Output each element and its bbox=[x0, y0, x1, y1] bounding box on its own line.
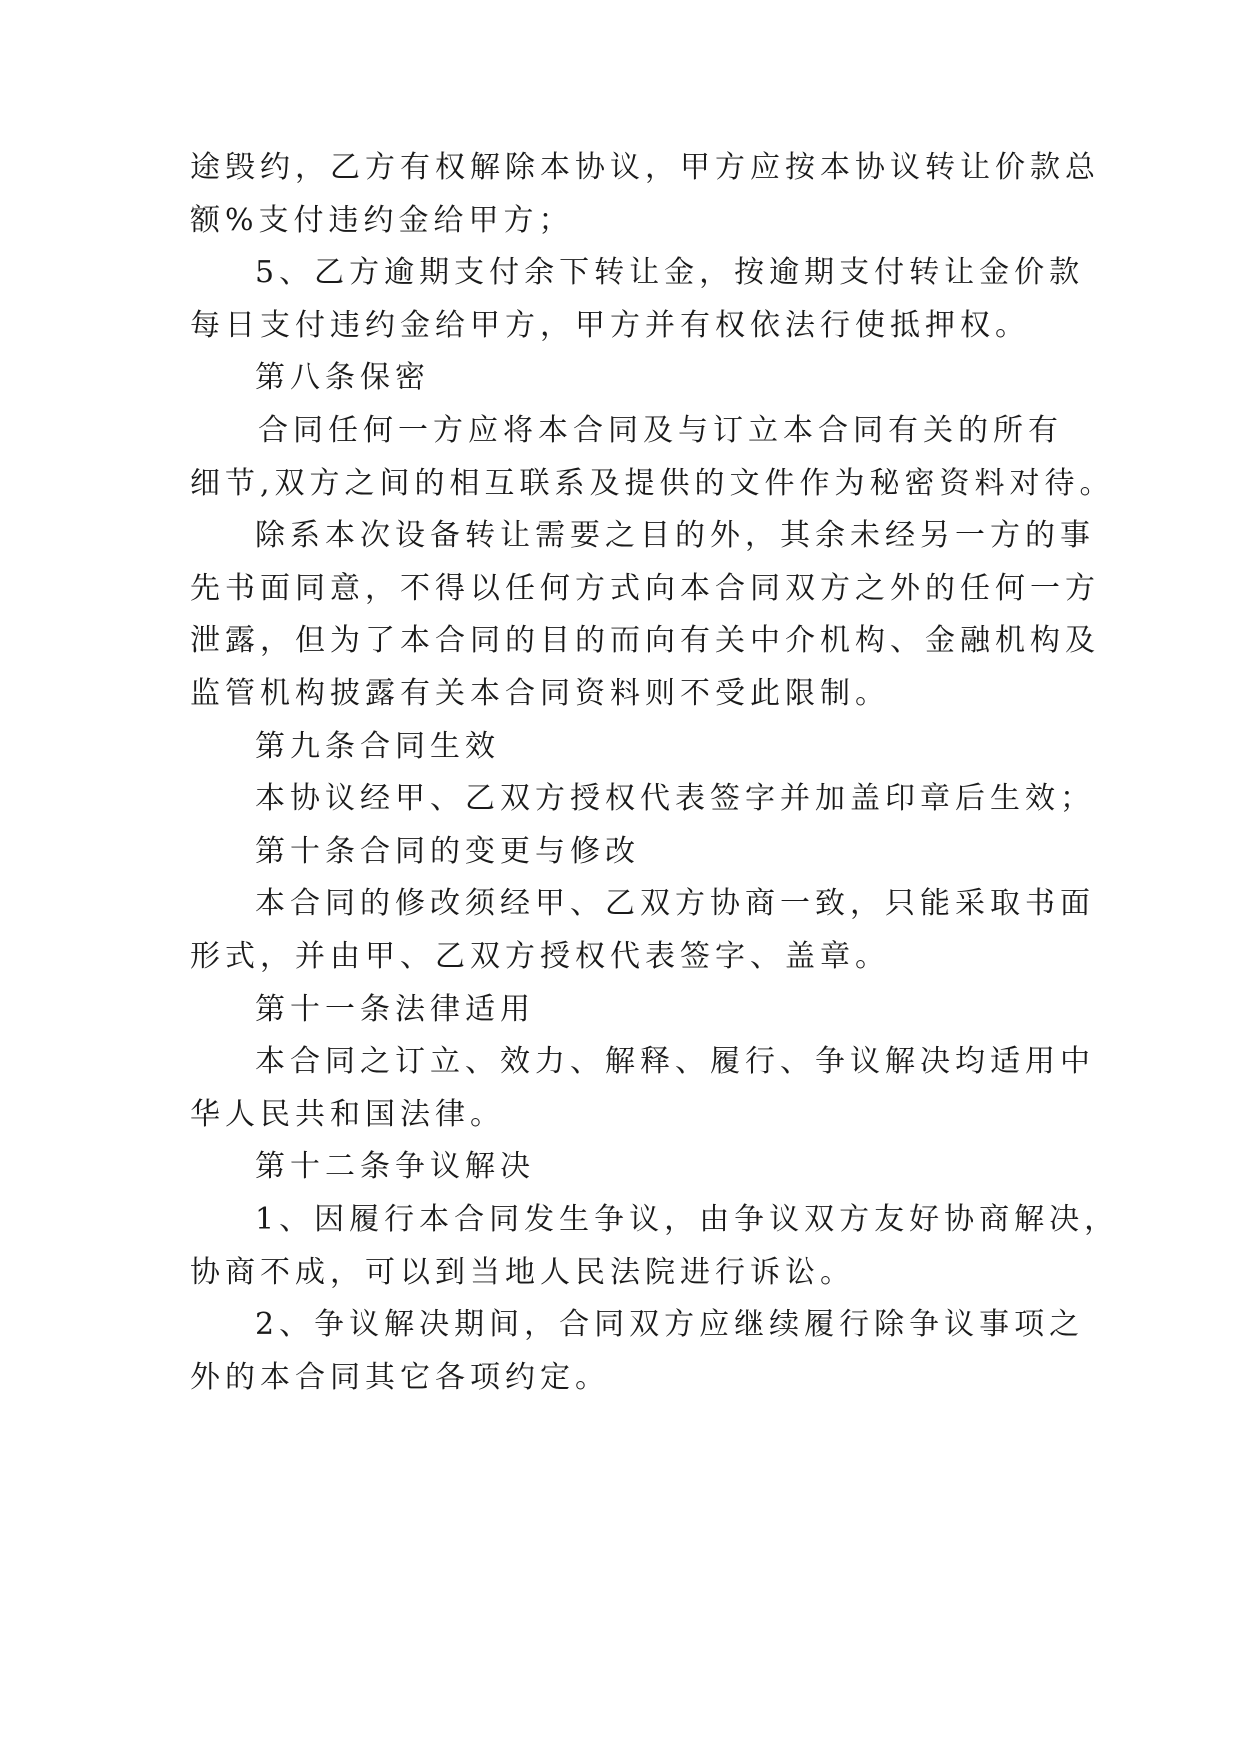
text-line: 本合同的修改须经甲、乙双方协商一致，只能采取书面 bbox=[255, 886, 1095, 921]
section-heading: 第十一条法律适用 bbox=[255, 992, 535, 1027]
section-heading: 第十二条争议解决 bbox=[255, 1149, 535, 1184]
text-line: 2、争议解决期间，合同双方应继续履行除争议事项之 bbox=[255, 1307, 1085, 1342]
text-line: 合同任何一方应将本合同及与订立本合同有关的所有 bbox=[258, 413, 1063, 448]
section-heading: 第九条合同生效 bbox=[255, 729, 500, 764]
text-line: 外的本合同其它各项约定。 bbox=[190, 1360, 610, 1395]
text-line: 本合同之订立、效力、解释、履行、争议解决均适用中 bbox=[255, 1044, 1095, 1079]
text-line: 1、因履行本合同发生争议，由争议双方友好协商解决， bbox=[255, 1202, 1120, 1237]
text-line: 细节,双方之间的相互联系及提供的文件作为秘密资料对待。 bbox=[190, 466, 1115, 501]
text-line: 额%支付违约金给甲方； bbox=[190, 203, 574, 238]
text-line: 除系本次设备转让需要之目的外，其余未经另一方的事 bbox=[255, 518, 1095, 553]
text-line: 监管机构披露有关本合同资料则不受此限制。 bbox=[190, 676, 890, 711]
text-line: 每日支付违约金给甲方，甲方并有权依法行使抵押权。 bbox=[190, 308, 1030, 343]
text-line: 形式，并由甲、乙双方授权代表签字、盖章。 bbox=[190, 939, 890, 974]
text-line: 本协议经甲、乙双方授权代表签字并加盖印章后生效； bbox=[255, 781, 1095, 816]
section-heading: 第十条合同的变更与修改 bbox=[255, 834, 640, 869]
text-line: 泄露，但为了本合同的目的而向有关中介机构、金融机构及 bbox=[190, 623, 1100, 658]
text-line: 华人民共和国法律。 bbox=[190, 1097, 505, 1132]
text-line: 途毁约，乙方有权解除本协议，甲方应按本协议转让价款总 bbox=[190, 150, 1100, 185]
text-line: 5、乙方逾期支付余下转让金，按逾期支付转让金价款 bbox=[255, 255, 1085, 290]
text-line: 先书面同意，不得以任何方式向本合同双方之外的任何一方 bbox=[190, 571, 1100, 606]
section-heading: 第八条保密 bbox=[255, 360, 430, 395]
text-line: 协商不成，可以到当地人民法院进行诉讼。 bbox=[190, 1255, 855, 1290]
